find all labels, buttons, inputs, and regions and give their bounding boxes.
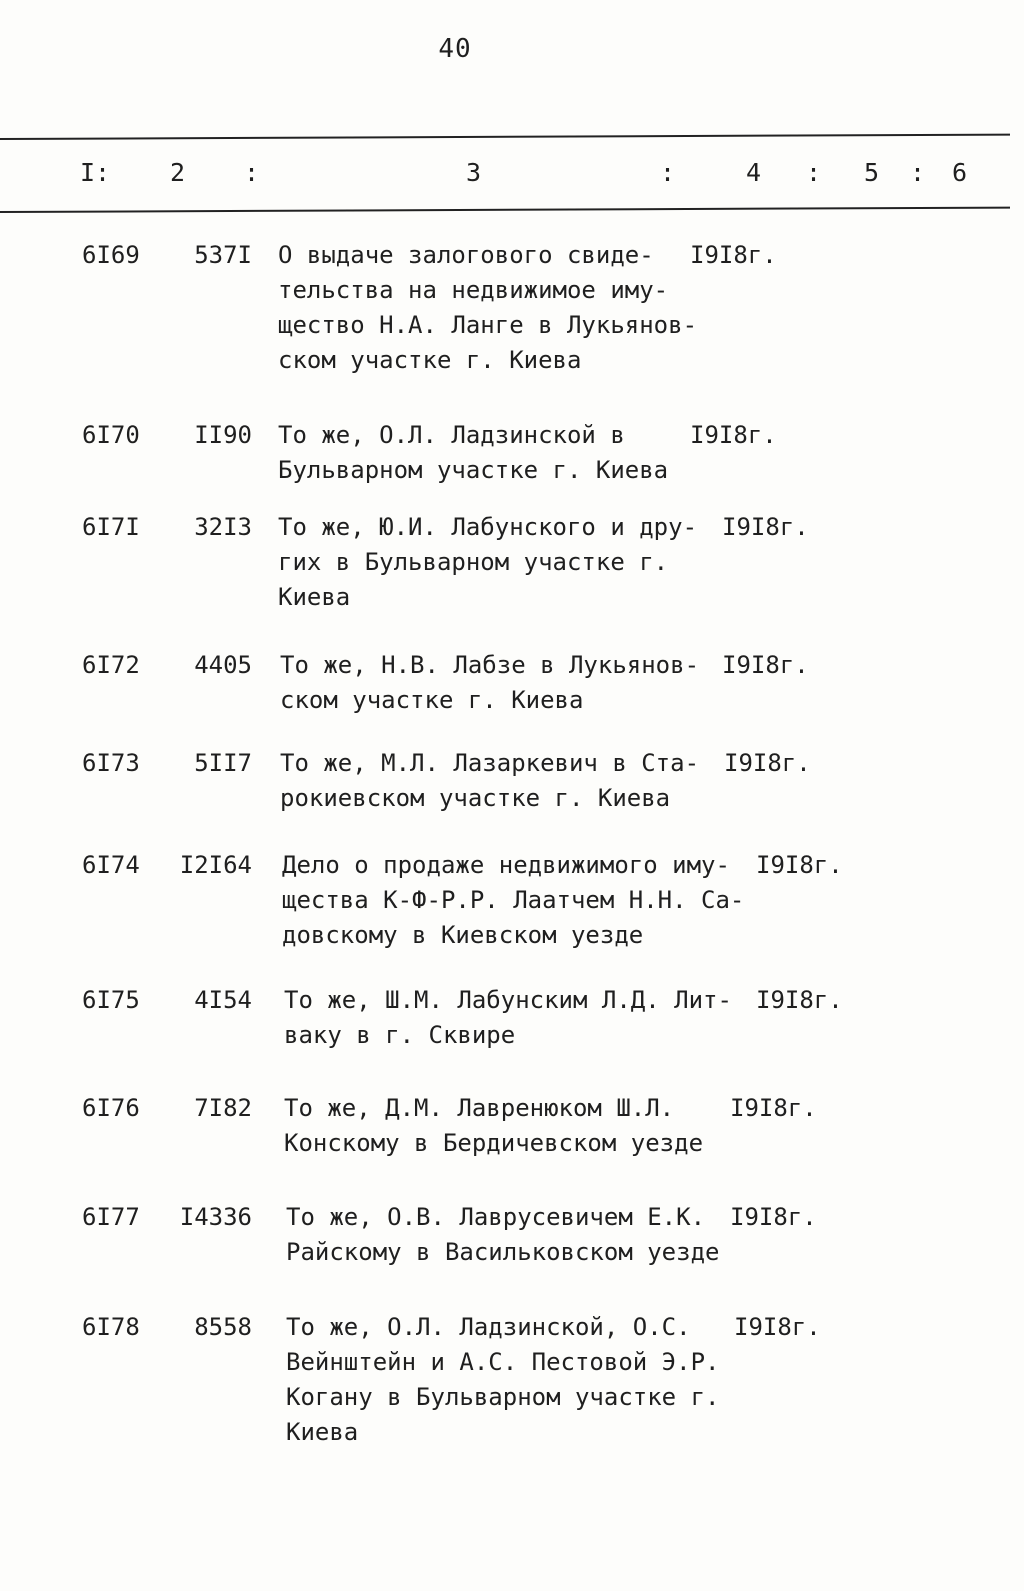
entry-description — [284, 1091, 754, 1161]
header-rule-top — [0, 134, 1010, 140]
description-line: Конскому в Бердичевском уезде — [284, 1129, 704, 1157]
entry-number: 6I76 — [82, 1094, 140, 1122]
description-line: То же, Д.М. Лавренюком Ш.Л. — [284, 1094, 675, 1122]
archive-number: 8558 — [194, 1313, 252, 1341]
archive-number: 4405 — [194, 651, 252, 679]
description-line: Дело о продаже недвижимого иму- — [282, 851, 730, 879]
entry-description — [282, 848, 752, 953]
column-header-6: 6 — [952, 158, 968, 187]
entry-number: 6I75 — [82, 986, 140, 1014]
entry-description — [278, 238, 748, 378]
column-header-5: 5 — [864, 158, 880, 187]
entry-description — [286, 1200, 756, 1270]
entry-description — [280, 648, 750, 718]
description-line: гих в Бульварном участке г. — [278, 548, 669, 576]
description-line: То же, О.Л. Ладзинской, О.С. — [286, 1313, 691, 1341]
entry-description — [278, 418, 748, 488]
column-separator: : — [660, 158, 676, 187]
archive-number: I2I64 — [179, 851, 252, 879]
entry-year: I9I8г. — [722, 651, 809, 679]
entry-year: I9I8г. — [734, 1313, 821, 1341]
description-line: щество Н.А. Ланге в Лукьянов- — [278, 311, 698, 339]
entry-number: 6I69 — [82, 241, 140, 269]
column-header-3: 3 — [466, 158, 482, 187]
description-line: Вейнштейн и А.С. Пестовой Э.Р. — [286, 1348, 720, 1376]
column-separator: : — [806, 158, 822, 187]
description-line: Киева — [278, 583, 351, 611]
archive-number: I4336 — [179, 1203, 252, 1231]
entry-year: I9I8г. — [730, 1094, 817, 1122]
description-line: рокиевском участке г. Киева — [280, 784, 671, 812]
column-header-2: 2 — [170, 158, 186, 187]
archive-number: 4I54 — [194, 986, 252, 1014]
entry-year: I9I8г. — [722, 513, 809, 541]
archive-number: 32I3 — [194, 513, 252, 541]
entry-description — [284, 983, 754, 1053]
description-line: щества К-Ф-Р.Р. Лаатчем Н.Н. Са- — [282, 886, 745, 914]
entry-year: I9I8г. — [756, 851, 843, 879]
description-line: ваку в г. Сквире — [284, 1021, 516, 1049]
entry-year: I9I8г. — [690, 241, 777, 269]
column-separator: : — [910, 158, 926, 187]
entry-number: 6I77 — [82, 1203, 140, 1231]
entry-number: 6I7I — [82, 513, 140, 541]
description-line: То же, Н.В. Лабзе в Лукьянов- — [280, 651, 700, 679]
description-line: Райскому в Васильковском уезде — [286, 1238, 720, 1266]
description-line: ском участке г. Киева — [278, 346, 582, 374]
description-line: Когану в Бульварном участке г. — [286, 1383, 720, 1411]
description-line: То же, Ю.И. Лабунского и дру- — [278, 513, 698, 541]
entry-number: 6I78 — [82, 1313, 140, 1341]
entry-number: 6I73 — [82, 749, 140, 777]
description-line: То же, М.Л. Лазаркевич в Ста- — [280, 749, 700, 777]
description-line: ском участке г. Киева — [280, 686, 584, 714]
description-line: То же, О.Л. Ладзинской в — [278, 421, 625, 449]
description-line: довскому в Киевском уезде — [282, 921, 644, 949]
entry-year: I9I8г. — [724, 749, 811, 777]
entry-year: I9I8г. — [756, 986, 843, 1014]
entry-number: 6I72 — [82, 651, 140, 679]
entry-year: I9I8г. — [730, 1203, 817, 1231]
page-number: 40 — [438, 34, 472, 64]
entry-number: 6I74 — [82, 851, 140, 879]
entry-year: I9I8г. — [690, 421, 777, 449]
entry-description — [286, 1310, 756, 1450]
archive-number: 7I82 — [194, 1094, 252, 1122]
entry-number: 6I70 — [82, 421, 140, 449]
description-line: Киева — [286, 1418, 359, 1446]
description-line: тельства на недвижимое иму- — [278, 276, 669, 304]
description-line: То же, Ш.М. Лабунским Л.Д. Лит- — [284, 986, 732, 1014]
column-header-1: I: — [80, 158, 111, 187]
description-line: То же, О.В. Лаврусевичем Е.К. — [286, 1203, 706, 1231]
entry-description — [280, 746, 750, 816]
column-separator: : — [244, 158, 260, 187]
archive-number: II90 — [194, 421, 252, 449]
archive-number: 5II7 — [194, 749, 252, 777]
description-line: Бульварном участке г. Киева — [278, 456, 669, 484]
entry-description — [278, 510, 748, 615]
header-rule-bottom — [0, 207, 1010, 213]
column-header-4: 4 — [746, 158, 762, 187]
archive-number: 537I — [194, 241, 252, 269]
description-line: О выдаче залогового свиде- — [278, 241, 654, 269]
